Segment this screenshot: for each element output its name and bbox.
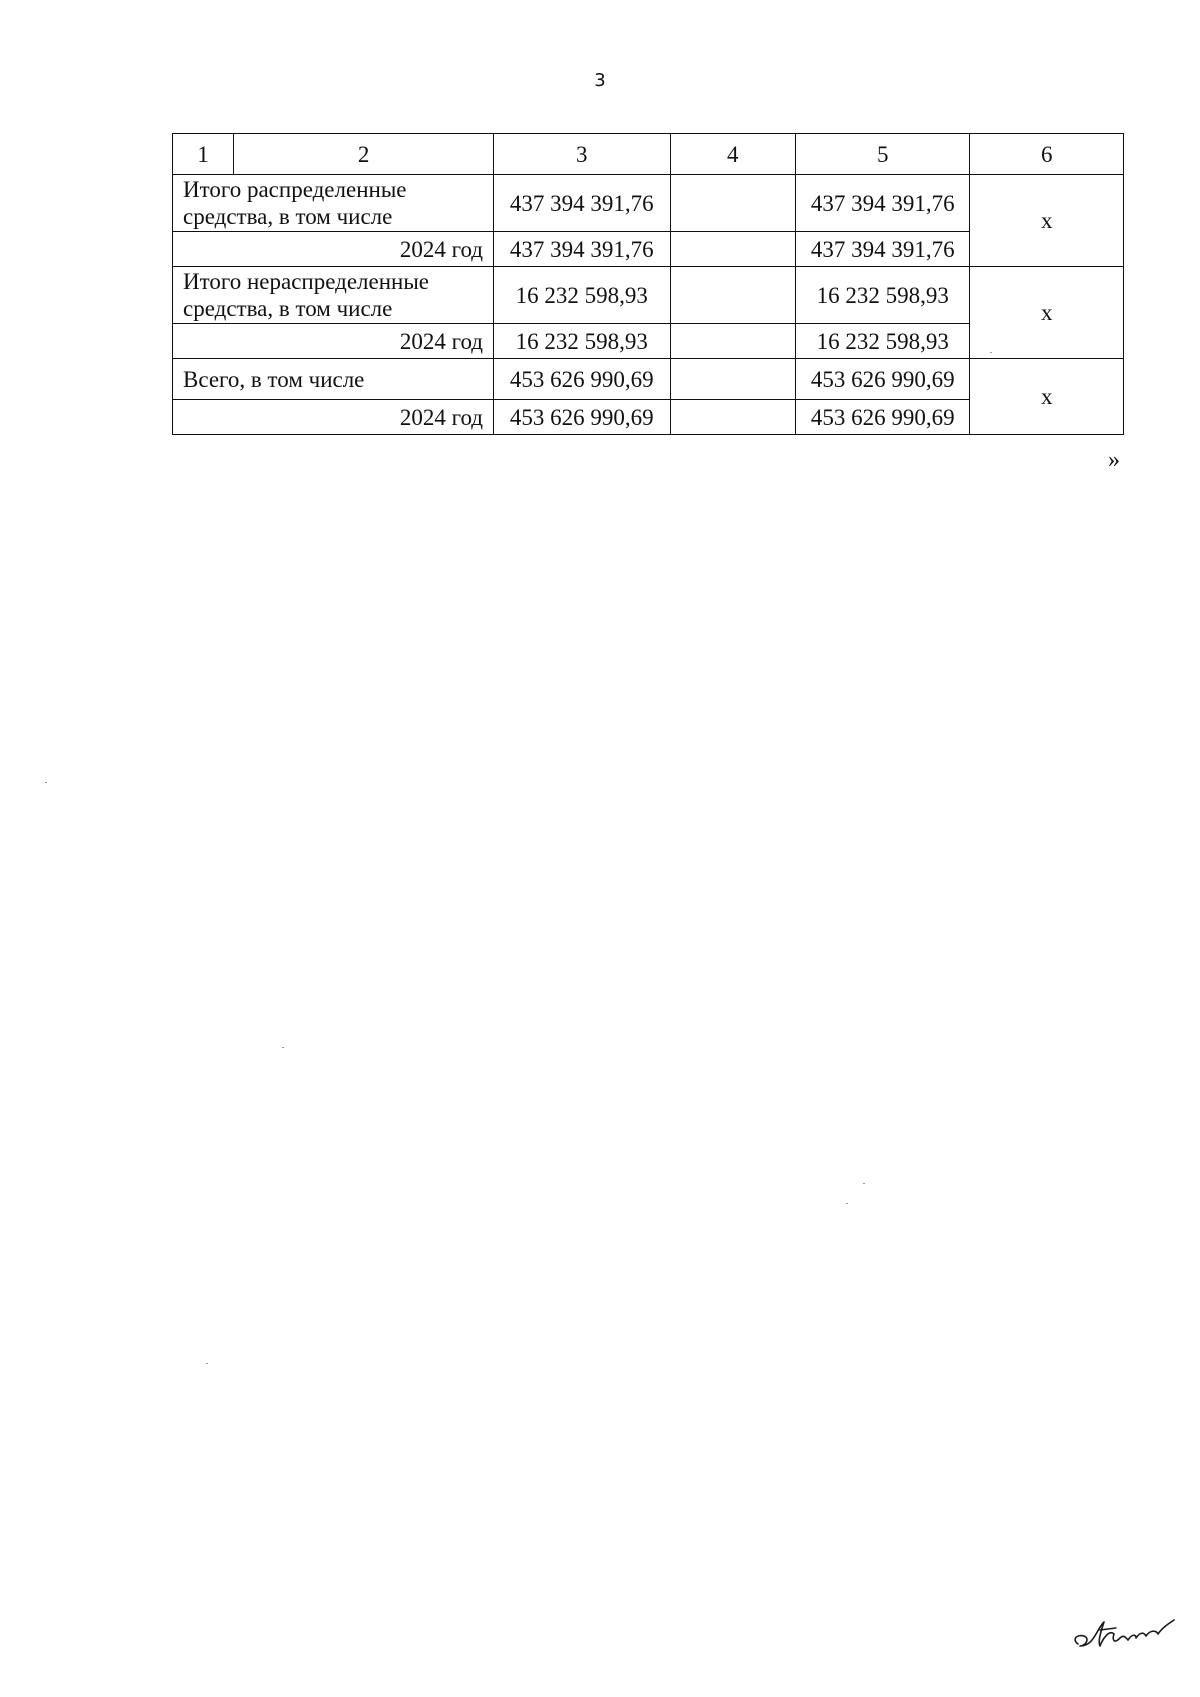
grand-total-label: Всего, в том числе: [173, 359, 494, 400]
scan-speck: [846, 1203, 848, 1204]
distributed-total-row: [173, 175, 1124, 232]
distributed-year-col4: [670, 232, 795, 267]
signature: [1070, 1600, 1180, 1660]
undistributed-total-label: Итого нераспределенные средства, в том числе: [173, 267, 494, 324]
undistributed-year-label: 2024 год: [173, 324, 494, 359]
undistributed-year-col5: 16 232 598,93: [795, 324, 970, 359]
scan-speck: [206, 1363, 208, 1364]
undistributed-col6: x: [970, 267, 1124, 359]
column-number-1: 1: [173, 134, 234, 175]
grand-total-row: [173, 359, 1124, 400]
distributed-year-col3: 437 394 391,76: [494, 232, 671, 267]
column-number-row: [173, 134, 1124, 175]
closing-quote: »: [1108, 447, 1120, 473]
distributed-total-label: Итого распределенные средства, в том числе: [173, 175, 494, 232]
column-number-5: 5: [795, 134, 970, 175]
scan-speck: [863, 1183, 865, 1184]
distributed-total-col5: 437 394 391,76: [795, 175, 970, 232]
grand-total-col5: 453 626 990,69: [795, 359, 970, 400]
grand-total-year-label: 2024 год: [173, 400, 494, 435]
column-number-4: 4: [670, 134, 795, 175]
column-number-3: 3: [494, 134, 671, 175]
funds-table: [172, 133, 1124, 435]
column-number-2: 2: [234, 134, 494, 175]
undistributed-total-col3: 16 232 598,93: [494, 267, 671, 324]
grand-total-year-col4: [670, 400, 795, 435]
undistributed-total-col5: 16 232 598,93: [795, 267, 970, 324]
distributed-year-col5: 437 394 391,76: [795, 232, 970, 267]
grand-total-year-col3: 453 626 990,69: [494, 400, 671, 435]
page-number: 3: [594, 70, 606, 91]
grand-total-col3: 453 626 990,69: [494, 359, 671, 400]
scan-speck: [45, 782, 47, 783]
scan-speck: [990, 352, 992, 353]
undistributed-year-col4: [670, 324, 795, 359]
grand-total-col6: x: [970, 359, 1124, 435]
grand-total-col4: [670, 359, 795, 400]
distributed-year-label: 2024 год: [173, 232, 494, 267]
grand-total-year-col5: 453 626 990,69: [795, 400, 970, 435]
distributed-total-col3: 437 394 391,76: [494, 175, 671, 232]
undistributed-year-col3: 16 232 598,93: [494, 324, 671, 359]
column-number-6: 6: [970, 134, 1124, 175]
undistributed-total-row: [173, 267, 1124, 324]
distributed-col6: x: [970, 175, 1124, 267]
scan-speck: [282, 1047, 284, 1048]
undistributed-total-col4: [670, 267, 795, 324]
distributed-total-col4: [670, 175, 795, 232]
